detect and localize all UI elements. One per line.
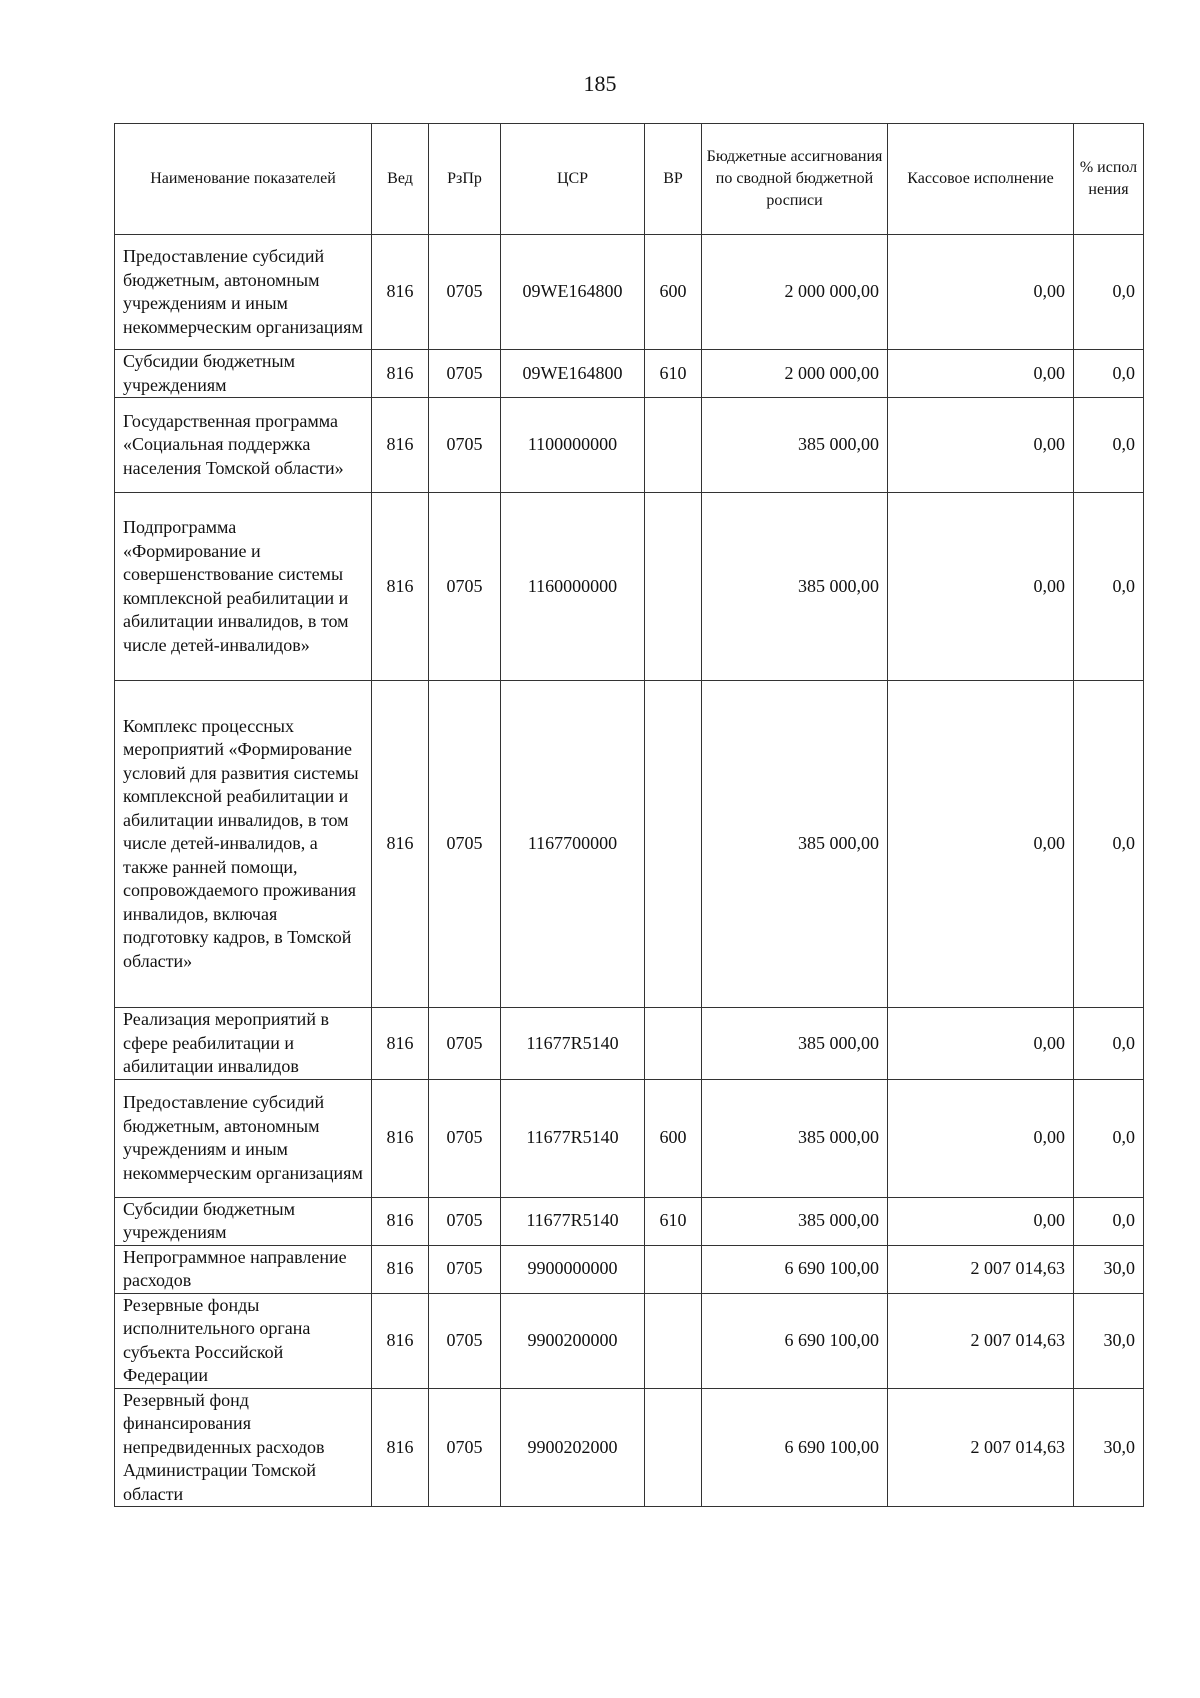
table-row bbox=[115, 681, 1144, 1008]
row-cash-execution: 0,00 bbox=[888, 1008, 1074, 1080]
header-csr: ЦСР bbox=[501, 124, 645, 235]
row-name: Реализация мероприятий в сфере реабилитации и абилитации инвалидов bbox=[115, 1008, 372, 1080]
row-vr: 610 bbox=[645, 1197, 702, 1245]
row-rzpr: 0705 bbox=[429, 681, 501, 1008]
header-cash-execution: Кассовое исполнение bbox=[888, 124, 1074, 235]
row-percent-execution: 0,0 bbox=[1074, 681, 1144, 1008]
row-name: Субсидии бюджетным учреждениям bbox=[115, 350, 372, 398]
header-rzpr: РзПр bbox=[429, 124, 501, 235]
row-assignments: 385 000,00 bbox=[702, 1079, 888, 1197]
row-rzpr: 0705 bbox=[429, 1293, 501, 1388]
table-row bbox=[115, 1388, 1144, 1507]
row-cash-execution: 0,00 bbox=[888, 398, 1074, 493]
row-cash-execution: 0,00 bbox=[888, 493, 1074, 681]
row-name: Резервный фонд финансирования непредвиденных расходов Администрации Томской области bbox=[115, 1388, 372, 1507]
row-csr: 09WE164800 bbox=[501, 235, 645, 350]
row-cash-execution: 0,00 bbox=[888, 1197, 1074, 1245]
row-assignments: 2 000 000,00 bbox=[702, 235, 888, 350]
row-cash-execution: 2 007 014,63 bbox=[888, 1293, 1074, 1388]
table-row bbox=[115, 398, 1144, 493]
table-row bbox=[115, 350, 1144, 398]
row-rzpr: 0705 bbox=[429, 1008, 501, 1080]
row-csr: 09WE164800 bbox=[501, 350, 645, 398]
header-percent-execution: % испол нения bbox=[1074, 124, 1144, 235]
budget-table bbox=[114, 123, 1144, 1507]
row-vr bbox=[645, 398, 702, 493]
row-ved: 816 bbox=[372, 350, 429, 398]
row-percent-execution: 0,0 bbox=[1074, 1079, 1144, 1197]
row-name: Резервные фонды исполнительного органа субъекта Российской Федерации bbox=[115, 1293, 372, 1388]
row-assignments: 6 690 100,00 bbox=[702, 1388, 888, 1507]
row-name: Субсидии бюджетным учреждениям bbox=[115, 1197, 372, 1245]
page-number: 185 bbox=[583, 71, 617, 96]
row-assignments: 6 690 100,00 bbox=[702, 1293, 888, 1388]
row-rzpr: 0705 bbox=[429, 398, 501, 493]
row-vr bbox=[645, 1008, 702, 1080]
row-assignments: 2 000 000,00 bbox=[702, 350, 888, 398]
row-csr: 11677R5140 bbox=[501, 1079, 645, 1197]
row-ved: 816 bbox=[372, 1245, 429, 1293]
row-vr bbox=[645, 1388, 702, 1507]
row-percent-execution: 0,0 bbox=[1074, 1197, 1144, 1245]
row-cash-execution: 2 007 014,63 bbox=[888, 1245, 1074, 1293]
row-csr: 9900202000 bbox=[501, 1388, 645, 1507]
row-ved: 816 bbox=[372, 235, 429, 350]
row-assignments: 385 000,00 bbox=[702, 493, 888, 681]
row-rzpr: 0705 bbox=[429, 493, 501, 681]
row-ved: 816 bbox=[372, 493, 429, 681]
row-csr: 11677R5140 bbox=[501, 1008, 645, 1080]
table-row bbox=[115, 1079, 1144, 1197]
row-name: Предоставление субсидий бюджетным, автономным учреждениям и иным некоммерческим организациям bbox=[115, 235, 372, 350]
row-vr bbox=[645, 1293, 702, 1388]
row-cash-execution: 2 007 014,63 bbox=[888, 1388, 1074, 1507]
row-percent-execution: 0,0 bbox=[1074, 398, 1144, 493]
row-vr: 600 bbox=[645, 235, 702, 350]
row-rzpr: 0705 bbox=[429, 1079, 501, 1197]
row-cash-execution: 0,00 bbox=[888, 235, 1074, 350]
row-ved: 816 bbox=[372, 1388, 429, 1507]
row-cash-execution: 0,00 bbox=[888, 681, 1074, 1008]
row-ved: 816 bbox=[372, 1008, 429, 1080]
table-row bbox=[115, 235, 1144, 350]
row-vr: 600 bbox=[645, 1079, 702, 1197]
row-ved: 816 bbox=[372, 681, 429, 1008]
table-row bbox=[115, 1197, 1144, 1245]
row-rzpr: 0705 bbox=[429, 350, 501, 398]
header-name: Наименование показателей bbox=[115, 124, 372, 235]
table-row bbox=[115, 493, 1144, 681]
row-ved: 816 bbox=[372, 1293, 429, 1388]
row-ved: 816 bbox=[372, 398, 429, 493]
header-vr: ВР bbox=[645, 124, 702, 235]
row-percent-execution: 30,0 bbox=[1074, 1245, 1144, 1293]
row-ved: 816 bbox=[372, 1197, 429, 1245]
row-csr: 11677R5140 bbox=[501, 1197, 645, 1245]
row-csr: 1160000000 bbox=[501, 493, 645, 681]
row-name: Непрограммное направление расходов bbox=[115, 1245, 372, 1293]
row-csr: 9900200000 bbox=[501, 1293, 645, 1388]
row-vr bbox=[645, 1245, 702, 1293]
row-percent-execution: 0,0 bbox=[1074, 350, 1144, 398]
header-ved: Вед bbox=[372, 124, 429, 235]
row-assignments: 385 000,00 bbox=[702, 398, 888, 493]
row-rzpr: 0705 bbox=[429, 1245, 501, 1293]
row-assignments: 6 690 100,00 bbox=[702, 1245, 888, 1293]
row-name: Государственная программа «Социальная поддержка населения Томской области» bbox=[115, 398, 372, 493]
table-row bbox=[115, 1293, 1144, 1388]
row-csr: 1100000000 bbox=[501, 398, 645, 493]
row-percent-execution: 0,0 bbox=[1074, 1008, 1144, 1080]
table-row bbox=[115, 1245, 1144, 1293]
row-name: Подпрограмма «Формирование и совершенствование системы комплексной реабилитации и абилитации инвалидов, в том числе детей-инвалидов» bbox=[115, 493, 372, 681]
table-header-row bbox=[115, 124, 1144, 235]
row-name: Комплекс процессных мероприятий «Формирование условий для развития системы комплексной реабилитации и абилитации инвалидов, в том числе детей-инвалидов, а также ранней помощи, сопровождаемого проживания инвалидов, включая подготовку кадров, в Томской области» bbox=[115, 681, 372, 1008]
header-assignments: Бюджетные ассигнования по сводной бюджетной росписи bbox=[702, 124, 888, 235]
row-rzpr: 0705 bbox=[429, 1388, 501, 1507]
row-cash-execution: 0,00 bbox=[888, 1079, 1074, 1197]
row-percent-execution: 30,0 bbox=[1074, 1388, 1144, 1507]
row-percent-execution: 30,0 bbox=[1074, 1293, 1144, 1388]
row-percent-execution: 0,0 bbox=[1074, 235, 1144, 350]
row-rzpr: 0705 bbox=[429, 1197, 501, 1245]
row-ved: 816 bbox=[372, 1079, 429, 1197]
row-assignments: 385 000,00 bbox=[702, 1197, 888, 1245]
table-row bbox=[115, 1008, 1144, 1080]
row-percent-execution: 0,0 bbox=[1074, 493, 1144, 681]
row-cash-execution: 0,00 bbox=[888, 350, 1074, 398]
row-vr: 610 bbox=[645, 350, 702, 398]
row-assignments: 385 000,00 bbox=[702, 681, 888, 1008]
row-assignments: 385 000,00 bbox=[702, 1008, 888, 1080]
row-vr bbox=[645, 681, 702, 1008]
row-vr bbox=[645, 493, 702, 681]
row-rzpr: 0705 bbox=[429, 235, 501, 350]
row-csr: 9900000000 bbox=[501, 1245, 645, 1293]
row-csr: 1167700000 bbox=[501, 681, 645, 1008]
row-name: Предоставление субсидий бюджетным, автономным учреждениям и иным некоммерческим организациям bbox=[115, 1079, 372, 1197]
